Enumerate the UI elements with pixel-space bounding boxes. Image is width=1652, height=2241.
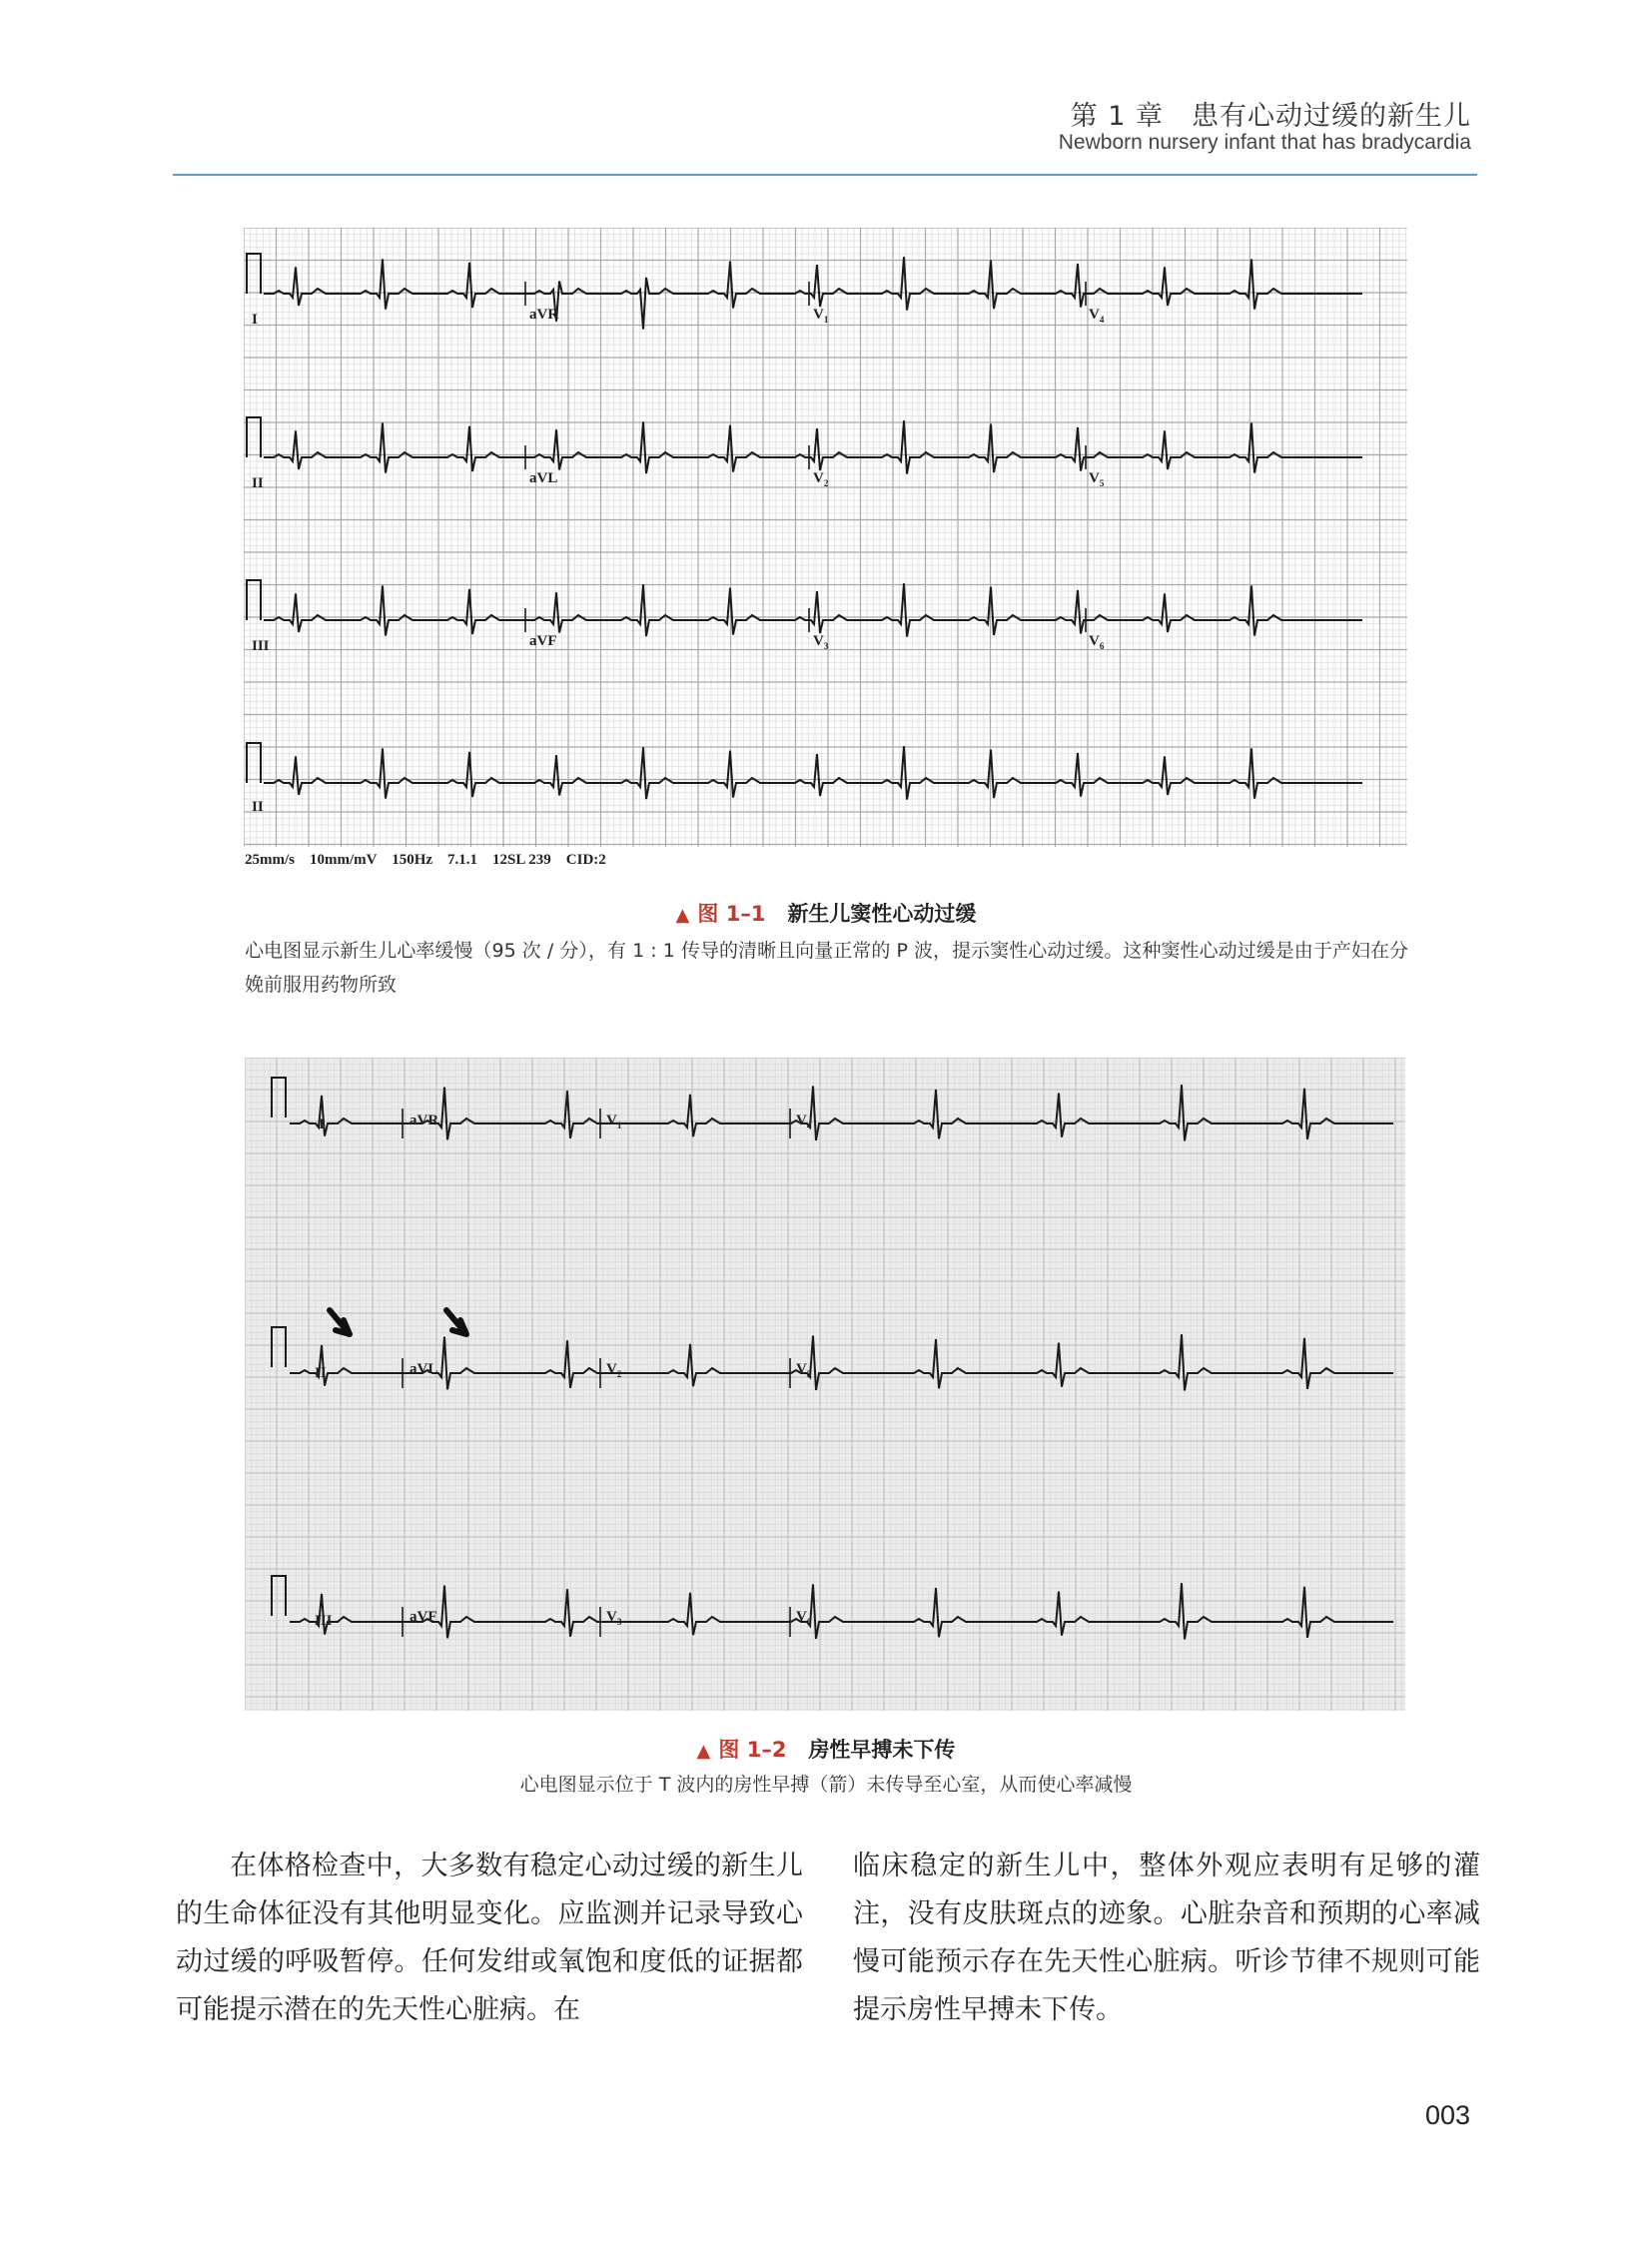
lead-label-v5: $V_5$	[796, 1361, 812, 1379]
body-text-left: 在体格检查中，大多数有稳定心动过缓的新生儿的生命体征没有其他明显变化。应监测并记录导致心动过缓的呼吸暂停。任何发绀或氧饱和度低的证据都可能提示潜在的先天性心脏病。在	[176, 1851, 803, 2025]
lead-label-avl: aVL	[529, 470, 558, 486]
page-number: 003	[1424, 2100, 1470, 2130]
lead-label-v2: $V_2$	[813, 470, 829, 488]
lead-label-v6: $V_6$	[1089, 633, 1105, 651]
lead-label-ii: II	[315, 1365, 327, 1381]
lead-label-v3: $V_3$	[813, 633, 829, 651]
figure-number: 图 1–2	[718, 1738, 787, 1762]
figure-2-title	[0, 1734, 1652, 1764]
chapter-title-cn: 第 1 章 患有心动过缓的新生儿	[1070, 101, 1471, 132]
lead-label-v6: $V_6$	[796, 1609, 812, 1627]
ecg-figure-1	[244, 228, 1407, 847]
lead-label-v1: $V_1$	[813, 307, 829, 325]
lead-label-v4: $V_4$	[1089, 307, 1105, 325]
figure-number: 图 1–1	[697, 902, 766, 926]
lead-label-avl: aVL	[410, 1361, 438, 1377]
lead-label-avf: aVF	[410, 1609, 437, 1625]
lead-label-rhythm-ii: II	[252, 799, 264, 815]
lead-label-i: I	[319, 1117, 325, 1132]
figure-2-caption: 心电图显示位于 T 波内的房性早搏（箭）未传导至心室，从而使心率减慢	[519, 1774, 1133, 1796]
lead-label-v3: $V_3$	[606, 1609, 622, 1627]
lead-label-i: I	[252, 312, 258, 328]
figure-1-caption: 心电图显示新生儿心率缓慢（95 次 / 分），有 1 : 1 传导的清晰且向量正常的 P 波，提示窦性心动过缓。这种窦性心动过缓是由于产妇在分娩前服用药物所致	[245, 940, 1408, 996]
lead-label-avr: aVR	[529, 307, 559, 323]
lead-label-ii: II	[252, 475, 264, 491]
lead-label-avf: aVF	[529, 633, 557, 649]
figure-title: 房性早搏未下传	[808, 1738, 956, 1762]
chapter-title-en: Newborn nursery infant that has bradycardia	[1058, 131, 1471, 154]
lead-label-iii: III	[252, 638, 270, 654]
lead-label-v1: $V_1$	[606, 1113, 622, 1130]
lead-label-iii: III	[315, 1613, 333, 1629]
lead-label-v2: $V_2$	[606, 1361, 622, 1379]
body-text-right: 临床稳定的新生儿中，整体外观应表明有足够的灌注，没有皮肤斑点的迹象。心脏杂音和预期的心率减慢可能预示存在先天性心脏病。听诊节律不规则可能提示房性早搏未下传。	[853, 1851, 1480, 2025]
lead-label-v5: $V_5$	[1089, 470, 1105, 488]
figure-1-title	[0, 898, 1652, 928]
triangle-marker: ▲	[675, 905, 690, 926]
ecg-settings: 25mm/s 10mm/mV 150Hz 7.1.1 12SL 239 CID:2	[245, 852, 606, 868]
lead-label-v4: $V_4$	[796, 1113, 812, 1130]
triangle-marker: ▲	[696, 1741, 711, 1762]
lead-label-avr: aVR	[410, 1113, 439, 1128]
ecg-figure-2	[245, 1058, 1405, 1711]
header-divider	[173, 174, 1477, 176]
figure-title: 新生儿窦性心动过缓	[787, 902, 977, 926]
